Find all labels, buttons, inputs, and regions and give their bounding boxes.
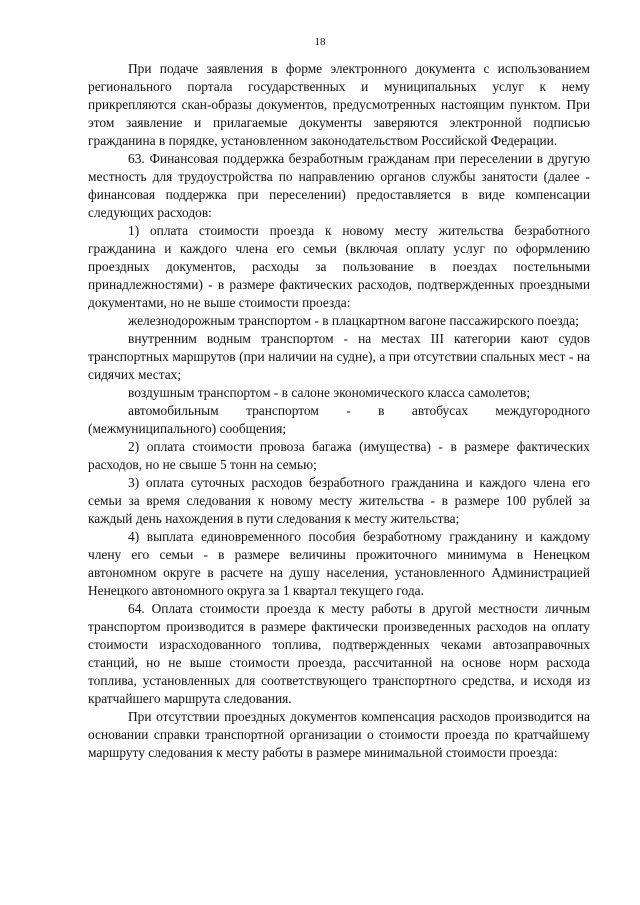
paragraph-item-1: 1) оплата стоимости проезда к новому месту жительства безработного гражданина и каждого члена его семьи (включая оплату услуг по оформлению проездных документов, расходы за пользование в поездах постельными принадлежностями) - в размере фактических расходов, подтвержденных проездными документами, но не выше стоимости проезда: [88, 223, 590, 310]
paragraph-item-2: 2) оплата стоимости провоза багажа (имущества) - в размере фактических расходов, но не свыше 5 тонн на семью; [88, 439, 590, 472]
paragraph-63: 63. Финансовая поддержка безработным гражданам при переселении в другую местность для трудоустройства по направлению органов службы занятости (далее - финансовая поддержка при переселении) предоставляется в виде компенсации следующих расходов: [88, 151, 590, 220]
paragraph-water: внутренним водным транспортом - на местах III категории кают судов транспортных маршрутов (при наличии на судне), а при отсутствии спальных мест - на сидячих местах; [88, 331, 590, 382]
paragraph-no-documents: При отсутствии проездных документов компенсация расходов производится на основании справки транспортной организации о стоимости проезда по кратчайшему маршруту следования к месту работы в размере минимальной стоимости проезда: [88, 709, 590, 760]
paragraph-item-4: 4) выплата единовременного пособия безработному гражданину и каждому члену его семьи - в размере величины прожиточного минимума в Ненецком автономном округе в расчете на душу населения, установленного Администрацией Ненецкого автономного округа за 1 квартал текущего года. [88, 529, 590, 598]
paragraph-road: автомобильным транспортом - в автобусах междугородного (межмуниципального) сообщения; [88, 403, 590, 436]
paragraph-air: воздушным транспортом - в салоне экономического класса самолетов; [128, 385, 531, 400]
paragraph-item-3: 3) оплата суточных расходов безработного гражданина и каждого члена его семьи за время следования к новому месту жительства - в размере 100 рублей за каждый день нахождения в пути следования к месту жительства; [88, 475, 590, 526]
paragraph-64: 64. Оплата стоимости проезда к месту работы в другой местности личным транспортом производится в размере фактически произведенных расходов на оплату стоимости израсходованного топлива, подтвержденных чеками автозаправочных станций, но не выше стоимости проезда, рассчитанной на основе норм расхода топлива, установленных для соответствующего транспортного средства, и исходя из кратчайшего маршрута следования. [88, 601, 590, 706]
paragraph-electronic-submission: При подаче заявления в форме электронного документа с использованием регионального портала государственных и муниципальных услуг к нему прикрепляются скан-образы документов, предусмотренных настоящим пунктом. При этом заявление и прилагаемые документы заверяются электронной подписью гражданина в порядке, установленном законодательством Российской Федерации. [88, 61, 590, 148]
paragraph-railway: железнодорожным транспортом - в плацкартном вагоне пассажирского поезда; [128, 313, 579, 328]
document-body [88, 60, 590, 762]
page-number: 18 [314, 36, 326, 48]
